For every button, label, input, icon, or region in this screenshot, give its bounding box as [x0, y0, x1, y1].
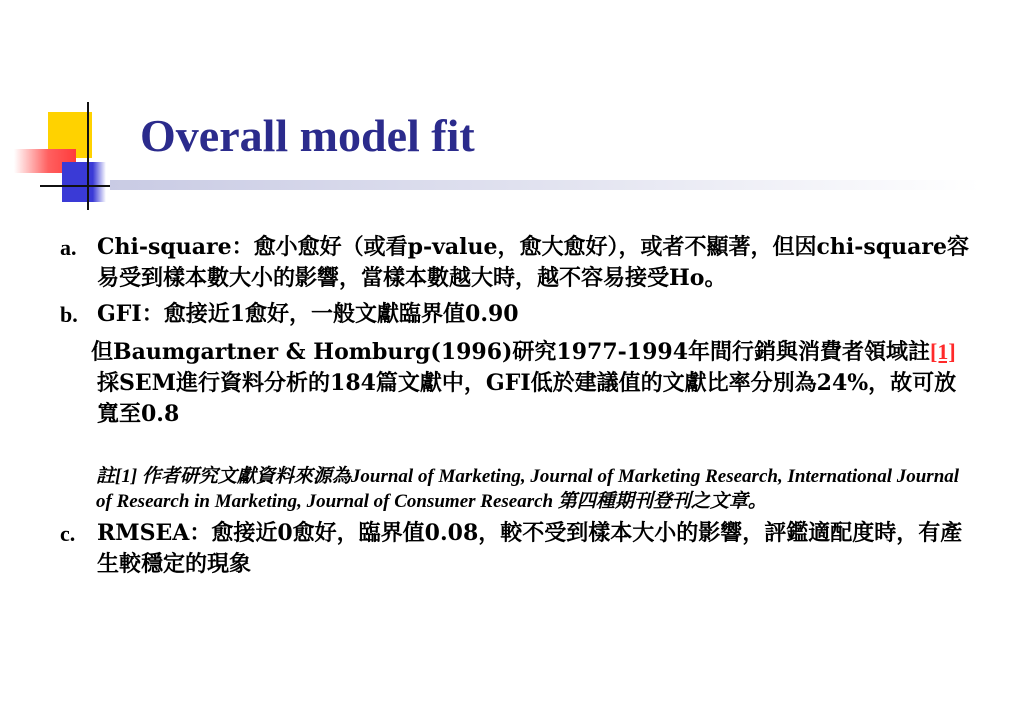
- bullet-continuation: [91, 336, 975, 430]
- continuation-text: 但Baumgartner & Homburg(1996)研究1977-1994年間行銷與消費者領域註: [91, 339, 931, 365]
- bullet-text: Chi-square：愈小愈好（或看p-value，愈大愈好），或者不顯著，但因chi-square容易受到樣本數大小的影響，當樣本數越大時，越不容易接受Ho。: [97, 234, 969, 291]
- bullet-text: GFI：愈接近1愈好，一般文獻臨界值0.90: [97, 301, 519, 327]
- bullet-item-b: [60, 299, 975, 330]
- bullet-text: RMSEA：愈接近0愈好，臨界值0.08，較不受到樣本大小的影響，評鑑適配度時，有產生較穩定的現象: [97, 520, 963, 577]
- bullet-marker: c.: [60, 521, 76, 546]
- footnote: 註[1] 作者研究文獻資料來源為Journal of Marketing, Journal of Marketing Research, International Journal of Research in Marketing, Journal of Consumer Research 第四種期刊登刊之文章。: [96, 466, 960, 512]
- footnote-link[interactable]: [1]: [930, 339, 956, 364]
- slide-body: [60, 232, 975, 580]
- decor-vertical-line: [87, 102, 89, 210]
- slide-title: Overall model fit: [140, 110, 475, 161]
- bullet-item-c: [60, 518, 975, 580]
- decor-blue-square: [62, 162, 106, 202]
- bullet-item-a: [60, 232, 975, 294]
- continuation-text: 採SEM進行資料分析的184篇文獻中，GFI低於建議值的文獻比率分別為24%，故可放寬至0.8: [97, 370, 957, 427]
- bullet-marker: b.: [60, 302, 78, 327]
- title-underline-rule: [110, 180, 980, 190]
- bullet-marker: a.: [60, 235, 77, 260]
